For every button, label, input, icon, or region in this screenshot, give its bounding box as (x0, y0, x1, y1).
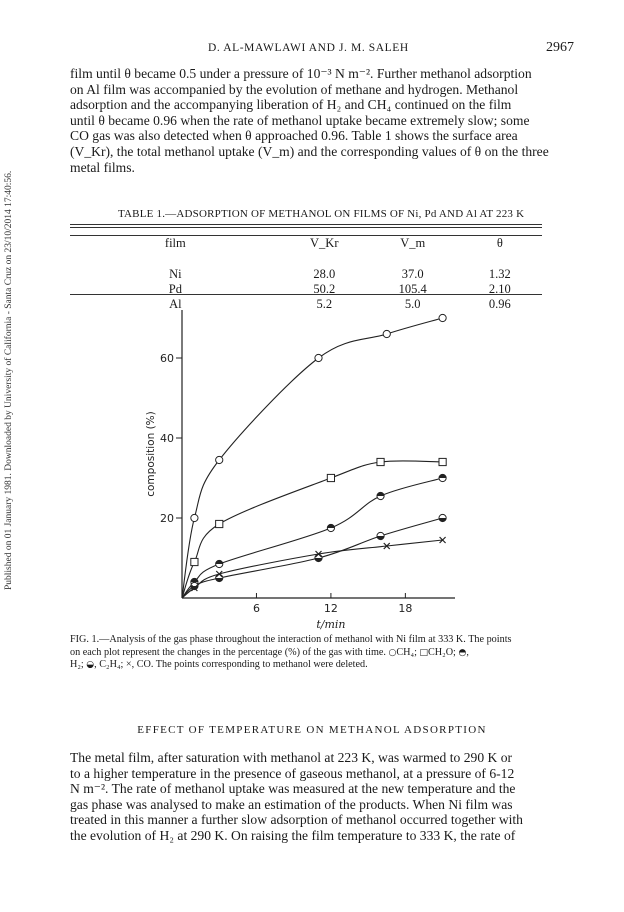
table-cell: 2.10 (488, 282, 511, 296)
figure-1 (140, 305, 480, 635)
data-point-ch4 (216, 456, 223, 463)
series-line-co (182, 540, 443, 598)
legend-square-icon: □ (419, 647, 428, 658)
caption-line: on each plot represent the changes in the percentage (%) of the gas with time. ○CH₄; □CH₂O; ◓, (70, 646, 469, 658)
x-axis-label: t/min (316, 618, 346, 630)
text-line: the evolution of H₂ at 290 K. On raising the film temperature to 333 K, the rate of (70, 827, 516, 843)
data-point-c2h4 (216, 574, 223, 581)
page-header (70, 42, 574, 58)
composition-chart (140, 305, 480, 630)
data-point-c2h4 (439, 514, 446, 521)
col-header-vkr: V_Kr (310, 235, 339, 250)
col-header-film: film (164, 235, 186, 250)
legend-label: CH₄; (396, 646, 417, 658)
x-tick-label: 12 (323, 602, 338, 615)
text-line: adsorption and the accompanying liberation of H₂ and CH₄ continued on the film (70, 97, 512, 113)
table-caption: TABLE 1.—ADSORPTION OF METHANOL ON FILMS OF Ni, Pd AND Al AT 223 K (118, 208, 525, 220)
table-cell: Al (169, 297, 182, 311)
table-cell: 105.4 (398, 282, 427, 296)
legend-circle-icon: ○ (388, 647, 397, 658)
table-cell: 37.0 (401, 267, 424, 281)
legend-half-filled-circle-icon: ◒ (86, 660, 95, 670)
text-line: CO gas was also detected when θ approached 0.96. Table 1 shows the surface area (70, 128, 518, 144)
x-tick-label: 18 (398, 602, 413, 615)
table-rule (70, 227, 542, 228)
col-header-theta: θ (496, 235, 503, 250)
text-line: on Al film was accompanied by the evolution of methane and hydrogen. Methanol (70, 81, 519, 97)
data-point-ch4 (191, 514, 198, 521)
x-tick-label: 6 (252, 602, 260, 615)
data-point-ch4 (315, 354, 322, 361)
legend-label: CH₂O; (428, 646, 456, 658)
paragraph-2 (70, 750, 565, 844)
page-number: 2967 (546, 40, 574, 55)
data-point-ch4 (439, 314, 446, 321)
data-point-h2 (377, 492, 384, 499)
y-tick-label: 40 (160, 432, 174, 445)
data-point-ch2o (327, 474, 334, 481)
data-point-ch2o (191, 558, 198, 565)
data-point-h2 (439, 474, 446, 481)
data-point-c2h4 (377, 532, 384, 539)
col-header-vm: V_m (400, 235, 426, 250)
table-cell: Pd (168, 282, 182, 296)
text-line: gas phase was analysed to make an estimation of the products. When Ni film was (70, 796, 513, 812)
data-point-h2 (327, 524, 334, 531)
table-cell: 50.2 (313, 282, 336, 296)
caption-text: on each plot represent the changes in the percentage (%) of the gas with time. (70, 646, 386, 658)
text-line: The metal film, after saturation with methanol at 223 K, was warmed to 290 K or (70, 750, 513, 765)
text-line: N m⁻². The rate of methanol uptake was measured at the new temperature and the (70, 781, 516, 797)
text-line: (V_Kr), the total methanol uptake (V_m) and the corresponding values of θ on the three (70, 143, 549, 159)
y-axis-label: composition (%) (145, 411, 157, 497)
running-head: D. AL-MAWLAWI AND J. M. SALEH (208, 42, 409, 54)
table-cell: 28.0 (313, 267, 336, 281)
table-cell: 5.0 (404, 297, 421, 311)
section-heading: EFFECT OF TEMPERATURE ON METHANOL ADSORPTION (137, 724, 487, 736)
figure-caption (70, 634, 562, 672)
text-line: until θ became 0.96 when the rate of methanol uptake became extremely slow; some (70, 112, 530, 128)
data-point-ch4 (383, 330, 390, 337)
caption-line: FIG. 1.—Analysis of the gas phase throughout the interaction of methanol with Ni film at 333 K. The points (70, 634, 512, 645)
adsorption-table (70, 233, 542, 312)
table-rule (70, 224, 542, 225)
data-point-h2 (216, 560, 223, 567)
text-line: to a higher temperature in the presence of gaseous methanol, at a pressure of 6-12 (70, 765, 515, 781)
table-row (70, 267, 542, 282)
legend-half-filled-circle-icon: ◓ (458, 647, 467, 658)
table-header-row (70, 233, 542, 253)
download-watermark: Published on 01 January 1981. Downloaded by University of California - Santa Cruz on 23/10/2014 17:40:56. (4, 170, 14, 590)
caption-text: C₂H₄; ×, CO. The points corresponding to methanol were deleted. (99, 659, 368, 670)
data-point-c2h4 (315, 554, 322, 561)
data-point-ch2o (377, 458, 384, 465)
table-cell: 5.2 (316, 297, 333, 311)
table-cell: 1.32 (488, 267, 511, 281)
data-point-ch2o (216, 520, 223, 527)
paragraph-1 (70, 66, 565, 175)
text-line: treated in this manner a further slow adsorption of methanol occurred together with (70, 812, 523, 828)
text-line: metal films. (70, 159, 135, 175)
table-cell: Ni (169, 267, 182, 281)
caption-line: H₂; ◒, C₂H₄; ×, CO. The points corresponding to methanol were deleted. (70, 659, 368, 670)
text-line: film until θ became 0.5 under a pressure of 10⁻³ N m⁻². Further methanol adsorption (70, 66, 532, 81)
table-row (70, 282, 542, 297)
y-tick-label: 20 (160, 512, 174, 525)
data-point-ch2o (439, 458, 446, 465)
caption-text: H₂; (70, 659, 84, 670)
table-cell: 0.96 (488, 297, 511, 311)
series-line-c2h4 (182, 518, 443, 598)
y-tick-label: 60 (160, 352, 174, 365)
